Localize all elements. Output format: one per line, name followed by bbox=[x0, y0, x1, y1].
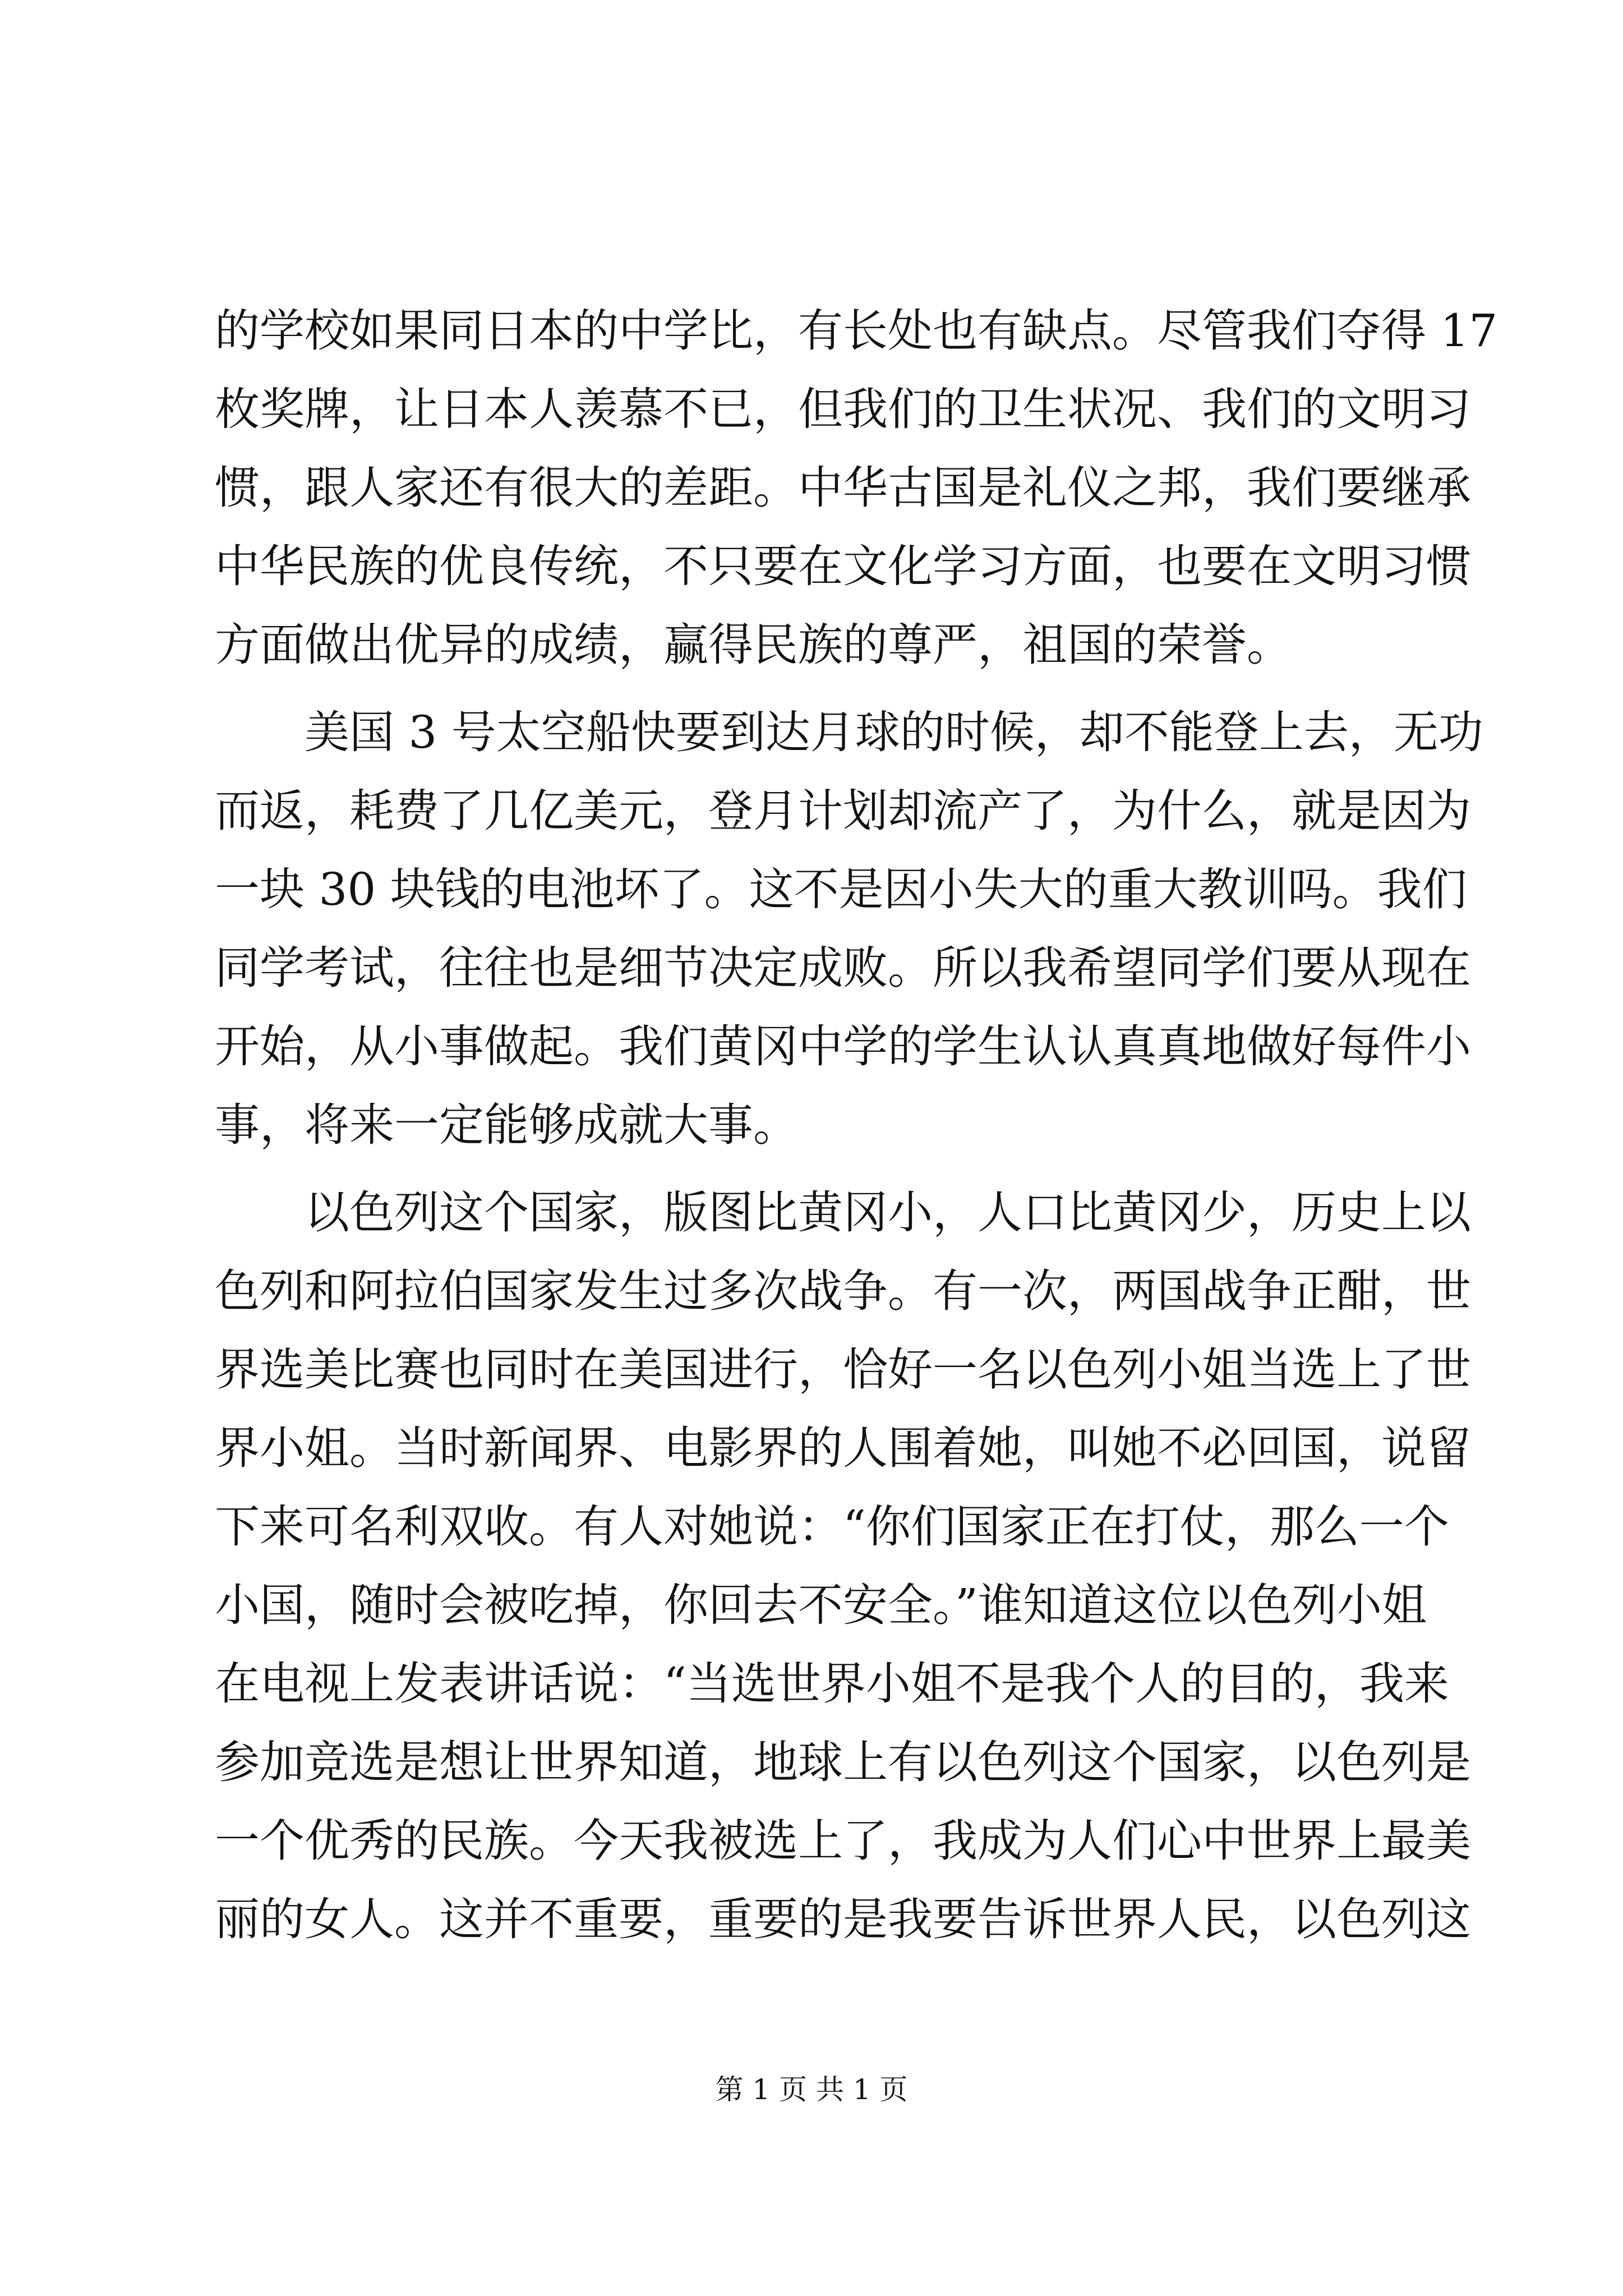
text-line: 中华民族的优良传统，不只要在文化学习方面，也要在文明习惯 bbox=[215, 540, 1471, 592]
text-line: 方面做出优异的成绩，赢得民族的尊严，祖国的荣誉。 bbox=[215, 619, 1292, 671]
text-line: 而返，耗费了几亿美元，登月计划却流产了，为什么，就是因为 bbox=[215, 785, 1471, 837]
text-line: 枚奖牌，让日本人羡慕不已，但我们的卫生状况、我们的文明习 bbox=[215, 383, 1471, 435]
text-line: 小国，随时会被吃掉，你回去不安全。”谁知道这位以色列小姐 bbox=[215, 1579, 1427, 1631]
paragraph-gap bbox=[215, 1165, 1409, 1174]
text-line: 的学校如果同日本的中学比，有长处也有缺点。尽管我们夺得 17 bbox=[215, 305, 1498, 357]
body-text bbox=[215, 292, 1498, 1959]
text-line: 色列和阿拉伯国家发生过多次战争。有一次，两国战争正酣，世 bbox=[215, 1265, 1471, 1317]
text-line: 事，将来一定能够成就大事。 bbox=[215, 1099, 798, 1151]
page-footer: 第 1 页 共 1 页 bbox=[715, 2073, 908, 2106]
text-line: 惯，跟人家还有很大的差距。中华古国是礼仪之邦，我们要继承 bbox=[215, 462, 1471, 514]
text-line: 在电视上发表讲话说：“当选世界小姐不是我个人的目的，我来 bbox=[215, 1658, 1449, 1710]
text-line: 同学考试，往往也是细节决定成败。所以我希望同学们要从现在 bbox=[215, 942, 1471, 994]
paragraph-gap bbox=[215, 684, 1409, 693]
paragraph bbox=[215, 292, 1498, 684]
text-line: 开始，从小事做起。我们黄冈中学的学生认认真真地做好每件小 bbox=[215, 1020, 1471, 1073]
paragraph bbox=[215, 1174, 1471, 1959]
text-line: 界选美比赛也同时在美国进行，恰好一名以色列小姐当选上了世 bbox=[215, 1343, 1471, 1396]
text-line: 参加竞选是想让世界知道，地球上有以色列这个国家，以色列是 bbox=[215, 1736, 1471, 1788]
paragraph bbox=[215, 693, 1483, 1165]
text-line: 下来可名利双收。有人对她说：“你们国家正在打仗，那么一个 bbox=[215, 1501, 1449, 1553]
text-line: 以色列这个国家，版图比黄冈小，人口比黄冈少，历史上以 bbox=[305, 1186, 1471, 1239]
text-line: 一个优秀的民族。今天我被选上了，我成为人们心中世界上最美 bbox=[215, 1815, 1471, 1867]
text-line: 一块 30 块钱的电池坏了。这不是因小失大的重大教训吗。我们 bbox=[215, 863, 1467, 915]
text-line: 丽的女人。这并不重要，重要的是我要告诉世界人民，以色列这 bbox=[215, 1893, 1471, 1945]
text-line: 界小姐。当时新闻界、电影界的人围着她，叫她不必回国，说留 bbox=[215, 1422, 1471, 1474]
text-line: 美国 3 号太空船快要到达月球的时候，却不能登上去，无功 bbox=[305, 706, 1483, 758]
